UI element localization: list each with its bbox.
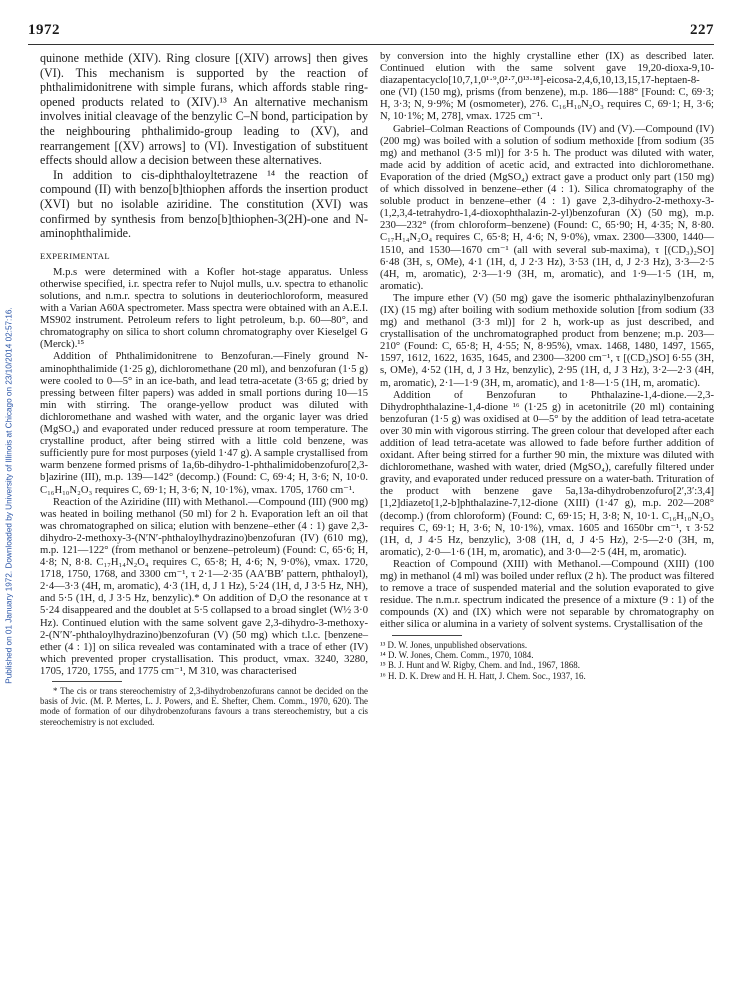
publication-sidebar: [2, 150, 16, 840]
header-rule: [28, 44, 714, 45]
body-paragraph: by conversion into the highly crystalline ether (IX) as described later. Continued elution with the same solvent gave 19,20-dioxa-9,10-diazapentacyclo[10,7,1,0¹·⁹,0²·⁷,0¹³·¹⁸]-eicosa-2,4,6,10,13,15,17-heptaen-8-one (VI) (150 mg), prisms (from benzene), m.p. 186—188° [Found: C, 69·3; H, 3·3; N, 9·9%; M (osmometer), 276. C₁₆H₁₀N₂O₃ requires C, 69·1; H, 3·6; N, 10·1%; M, 278], νmax. 1725 cm⁻¹.: [380, 51, 714, 123]
left-column: [40, 51, 368, 727]
reference-item: ¹⁶ H. D. K. Drew and H. H. Hatt, J. Chem. Soc., 1937, 16.: [380, 670, 586, 681]
reference-item: ¹³ D. W. Jones, unpublished observations.: [380, 639, 528, 650]
body-paragraph: Reaction of the Aziridine (III) with Methanol.—Compound (III) (900 mg) was heated in boiling methanol (50 ml) for 2 h. Evaporation left an oil that was chromatographed on silica; elution with benzene–ether (4 : 1) gave 2,3-dihydro-2-methoxy-3-(N′N′-phthaloylhydrazino)benzofuran (IV) (610 mg), m.p. 121—122° (from methanol or benzene–petroleum) (Found: C, 65·6; H, 4·8; N, 8·8. C₁₇H₁₄N₂O₄ requires C, 65·8; H, 4·6; N, 9·0%), νmax. 1720, 1718, 1750, 1768, and 3300 cm⁻¹, τ 2·1—2·35 (AA′BB′ pattern, phthaloyl), 2·4—3·3 (4H, m, aromatic), 4·3 (1H, d, J 1 Hz), 5·24 (1H, d, J 3·5 Hz, NH), and 5·5 (1H, d, J 3·5 Hz, benzylic).* On addition of D₂O the resonance at τ 5·24 disappeared and the doublet at 5·5 collapsed to a broad singlet (W½ 3·0 Hz). Continued elution with the same solvent gave 2,3-dihydro-3-methoxy-2-(N′N′-phthaloylhydrazino)benzofuran (V) (50 mg) which t.l.c. [benzene–ether (4 : 1)] on silica revealed was contaminated with a trace of ether (IV) which prevented proper crystallisation. This product, νmax. 3240, 3280, 1705, 1720, 1755, and 1775 cm⁻¹, M 310, was characterised: [40, 496, 368, 677]
section-heading: EXPERIMENTAL: [40, 250, 110, 261]
reference-item: ¹⁵ B. J. Hunt and W. Rigby, Chem. and Ind., 1967, 1868.: [380, 660, 580, 671]
intro-paragraph: In addition to cis-diphthaloyltetrazene ¹⁴ the reaction of compound (II) with benzo[b]thiophen affords the insertion product (XVI) but no isolable aziridine. The constitution (XVI) was confirmed by synthesis from benzo[b]thiophen-3(2H)-one and N-aminophthalimide.: [40, 167, 368, 241]
references-rule: [392, 635, 462, 636]
page-number: 227: [690, 22, 714, 38]
reference-list: [380, 640, 714, 682]
sidebar-download-note[interactable]: Published on 01 January 1972. Downloaded by University of Illinois at Chicago on 23/10/2014 02:57:16.: [4, 306, 14, 684]
body-paragraph: Addition of Benzofuran to Phthalazine-1,4-dione.—2,3-Dihydrophthalazine-1,4-dione ¹⁶ (1·25 g) in acetonitrile (20 ml) containing benzofuran (1·5 g) was oxidised at 0—5° by the addition of lead tetra-acetate over 30 min with vigorous stirring. The green colour that developed after each addition of lead tetra-acetate was allowed to fade before further addition of oxidant. After being stirred for a further 90 min, the mixture was diluted with dichloromethane, washed with water, dried (MgSO₄), carefully filtered under gravity, and evaporated under reduced pressure on a water-bath. Trituration of the product with benzene gave 5a,13a-dihydrobenzofuro[2′,3′:3,4][1,2]diazeto[1,2-b]phthalazine-7,12-dione (XIII) (1·47 g), m.p. 202—208° (decomp.) (from chloroform) (Found: C, 69·15; H, 3·8; N, 10·1. C₁₆H₁₀N₂O₃ requires C, 69·1; H, 3·6; N, 10·1%), νmax. 1605 and 1650br cm⁻¹, τ 3·52 (1H, d, J 4·5 Hz, benzylic), 3·08 (1H, d, J 4·5 Hz), 2·5—2·0 (3H, m, aromatic), 2·0—1·6 (1H, m, aromatic), and 3·0—2·5 (4H, m, aromatic).: [380, 389, 714, 558]
body-paragraph: Reaction of Compound (XIII) with Methanol.—Compound (XIII) (100 mg) in methanol (4 ml) was boiled under reflux (2 h). The product was filtered to remove a trace of suspended material and the solution evaporated to give residue. The n.m.r. spectrum indicated the presence of a mixture (9 : 1) of the compounds (X) and (IX) which were not separable by chromatography on either silica or alumina in a variety of solvent systems. Crystallisation of the: [380, 558, 714, 631]
body-paragraph: The impure ether (V) (50 mg) gave the isomeric phthalazinylbenzofuran (IX) (15 mg) after boiling with sodium methoxide solution [from sodium (33 mg) and methanol (3·3 ml)] for 2 h, work-up as just described, and crystallisation of the unchromatographed product from benzene; m.p. 203—210° (Found: C, 65·8; H, 4·55; N, 8·95%), νmax. 1468, 1480, 1497, 1565, 1597, 1612, 1622, 1635, 1645, and 2300—3200 cm⁻¹, τ [(CD₃)SO] 6·55 (3H, s, OMe), 4·52 (1H, d, J 3 Hz, benzylic), 2·95 (1H, d, J 3 Hz), 3·2—2·3 (4H, m, aromatic), 2·1—1·9 (3H, m, aromatic), and 1·8—1·5 (1H, m, aromatic).: [380, 292, 714, 389]
right-column: [380, 51, 714, 681]
body-paragraph: M.p.s were determined with a Kofler hot-stage apparatus. Unless otherwise specified, i.r. spectra refer to Nujol mulls, u.v. spectra to ethanolic solutions, and n.m.r. spectra to solutions in deuteriochloroform, measured with a Varian A60A spectrometer. Mass spectra were obtained with an A.E.I. MS902 instrument. Petroleum refers to light petroleum, b.p. 60—80°, and chromatography on silica to short column chromatography over Kieselgel G (Merck).¹⁵: [40, 266, 368, 351]
intro-paragraph: quinone methide (XIV). Ring closure [(XIV) arrows] then gives (VI). This mechanism is supported by the reaction of phthalimidonitrene with simple furans, which affords stable ring-opened products related to (XIV).¹³ An alternative mechanism involves initial cleavage of the benzylic C–N bond, participation by the neighbouring phthalimido-group leading to (XV), and rearrangement [(XV) arrows] to (VI). Investigation of substituent effects should allow a decision between these alternatives.: [40, 51, 368, 168]
body-paragraph: Addition of Phthalimidonitrene to Benzofuran.—Finely ground N-aminophthalimide (1·25 g), dichloromethane (20 ml), and benzofuran (1·5 g) were cooled to 0—5° in an ice-bath, and lead tetra-acetate (3·65 g; dried by pressing between filter papers) was added in small portions during 10—15 min with stirring. The orange-yellow product was diluted with dichloromethane and washed with water, and the organic layer was dried (MgSO₄) and evaporated under reduced pressure at room temperature. The crystalline product, after being stirred with a little cold benzene, was sufficiently pure for most purposes (yield 1·47 g). A sample crystallised from warm benzene formed prisms of 1a,6b-dihydro-1-phthalimidobenzofuro[2,3-b]azirine (III), m.p. 139—142° (decomp.) (Found: C, 69·4; H, 3·6; N, 10·0. C₁₆H₁₀N₂O₃ requires C, 69·1; H, 3·6; N, 10·1%), νmax. 1705, 1760 cm⁻¹.: [40, 351, 368, 496]
body-paragraph: Gabriel–Colman Reactions of Compounds (IV) and (V).—Compound (IV) (200 mg) was boiled with a solution of sodium methoxide [from sodium (35 mg) and methanol (3·5 ml)] for 3·5 h. The product was diluted with water, made acid by addition of acetic acid, and extracted into dichloromethane. Evaporation of the dried (MgSO₄) extract gave a product only part (150 mg) of which dissolved in benzene–ether (4 : 1). Silica chromatography of the soluble product in benzene–ether (4 : 1) gave 2,3-dihydro-2-methoxy-3-(1,2,3,4-tetrahydro-1,4-dioxophthalazin-2-yl)benzofuran (X) (50 mg), m.p. 230—232° (from chloroform–benzene) (Found: C, 65·90; H, 4·35; N, 8·80. C₁₇H₁₄N₂O₄ requires C, 65·8; H, 4·6; N, 9·0%), νmax. 2300—3300, 1440—1510, and 1530—1670 cm⁻¹ (all with several sub-maxima), τ [(CD₃)₂SO] 6·48 (3H, s, OMe), 4·1 (1H, d, J 2·3 Hz), 3·53 (1H, d, J 2·3 Hz), 3·3—2·5 (4H, m, aromatic), 2·3—1·9 (3H, m, aromatic), and 1·9—1·5 (1H, m, aromatic).: [380, 123, 714, 292]
footnote-rule: [52, 681, 122, 682]
year-header: 1972: [28, 22, 60, 38]
footnote: * The cis or trans stereochemistry of 2,3-dihydrobenzofurans cannot be decided on the basis of Jvic. (M. P. Mertes, L. J. Powers, and E. Shefter, Chem. Comm., 1970, 620). The mode of formation of our dihydrobenzofurans favours a trans stereochemistry, but a cis stereochemistry is not excluded.: [40, 686, 368, 727]
reference-item: ¹⁴ D. W. Jones, Chem. Comm., 1970, 1084.: [380, 649, 534, 660]
